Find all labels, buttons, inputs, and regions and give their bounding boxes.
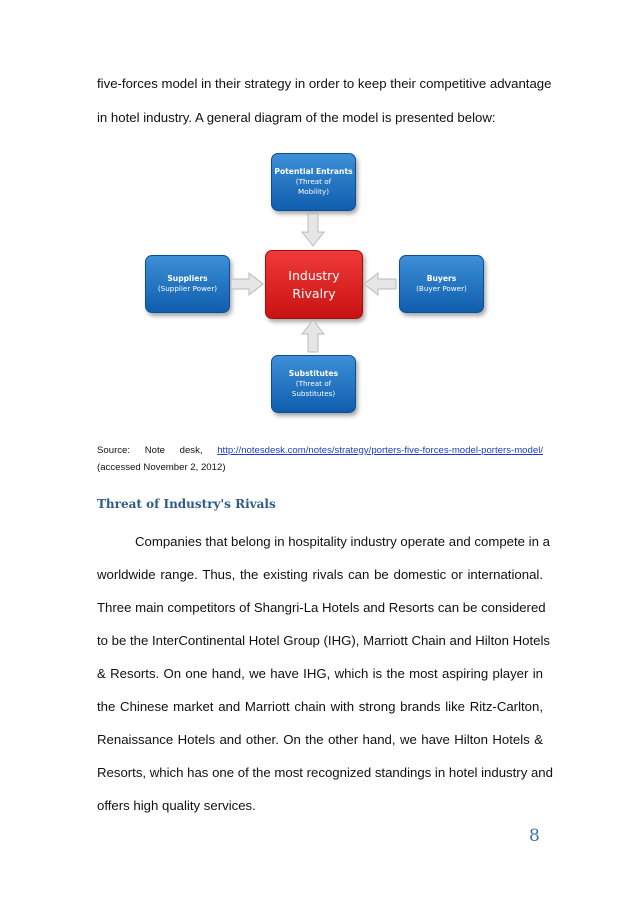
potential-entrants-title: Potential Entrants	[274, 167, 353, 176]
buyers-title: Buyers	[426, 274, 457, 283]
buyers-box	[399, 255, 484, 313]
substitutes-sub-1: (Threat of	[295, 379, 332, 388]
section-heading: Threat of Industry's Rivals	[97, 497, 276, 511]
body-line-6: the Chinese market and Marriott chain with strong brands like Ritz-Carlton,	[97, 699, 543, 714]
source-word-1: Source:	[97, 445, 131, 456]
substitutes-title: Substitutes	[288, 369, 339, 378]
industry-rivalry-box	[265, 250, 363, 319]
intro-line-2: in hotel industry. A general diagram of the model is presented below:	[97, 110, 496, 125]
suppliers-sub: (Supplier Power)	[157, 284, 218, 293]
body-line-7: Renaissance Hotels and other. On the other hand, we have Hilton Hotels &	[97, 732, 543, 747]
page-number: 8	[529, 826, 540, 846]
arrow-down-icon	[301, 213, 325, 247]
body-line-1: Companies that belong in hospitality industry operate and compete in a	[135, 534, 550, 549]
arrow-right-icon	[230, 272, 264, 296]
potential-entrants-box	[271, 153, 356, 211]
substitutes-box	[271, 355, 356, 413]
arrow-left-icon	[363, 272, 397, 296]
body-line-2: worldwide range. Thus, the existing rivals can be domestic or international.	[97, 567, 543, 582]
body-line-9: offers high quality services.	[97, 798, 256, 813]
potential-entrants-sub-1: (Threat of	[295, 177, 332, 186]
source-line	[97, 445, 543, 456]
source-accessed: (accessed November 2, 2012)	[97, 462, 226, 473]
body-line-4: to be the InterContinental Hotel Group (IHG), Marriott Chain and Hilton Hotels	[97, 633, 550, 648]
industry-rivalry-line-2: Rivalry	[292, 285, 336, 301]
body-line-5: & Resorts. On one hand, we have IHG, which is the most aspiring player in	[97, 666, 543, 681]
source-link[interactable]: http://notesdesk.com/notes/strategy/porters-five-forces-model-porters-model/	[217, 445, 543, 456]
potential-entrants-sub-2: Mobility)	[297, 187, 330, 196]
suppliers-box	[145, 255, 230, 313]
industry-rivalry-line-1: Industry	[288, 267, 340, 283]
body-line-8: Resorts, which has one of the most recognized standings in hotel industry and	[97, 765, 553, 780]
suppliers-title: Suppliers	[167, 274, 208, 283]
arrow-up-icon	[301, 319, 325, 353]
source-word-2: Note	[144, 445, 165, 456]
buyers-sub: (Buyer Power)	[416, 284, 467, 293]
source-word-3: desk,	[179, 445, 203, 456]
body-line-3: Three main competitors of Shangri-La Hotels and Resorts can be considered	[97, 600, 546, 615]
intro-line-1: five-forces model in their strategy in order to keep their competitive advantage	[97, 76, 552, 91]
substitutes-sub-2: Substitutes)	[291, 389, 336, 398]
